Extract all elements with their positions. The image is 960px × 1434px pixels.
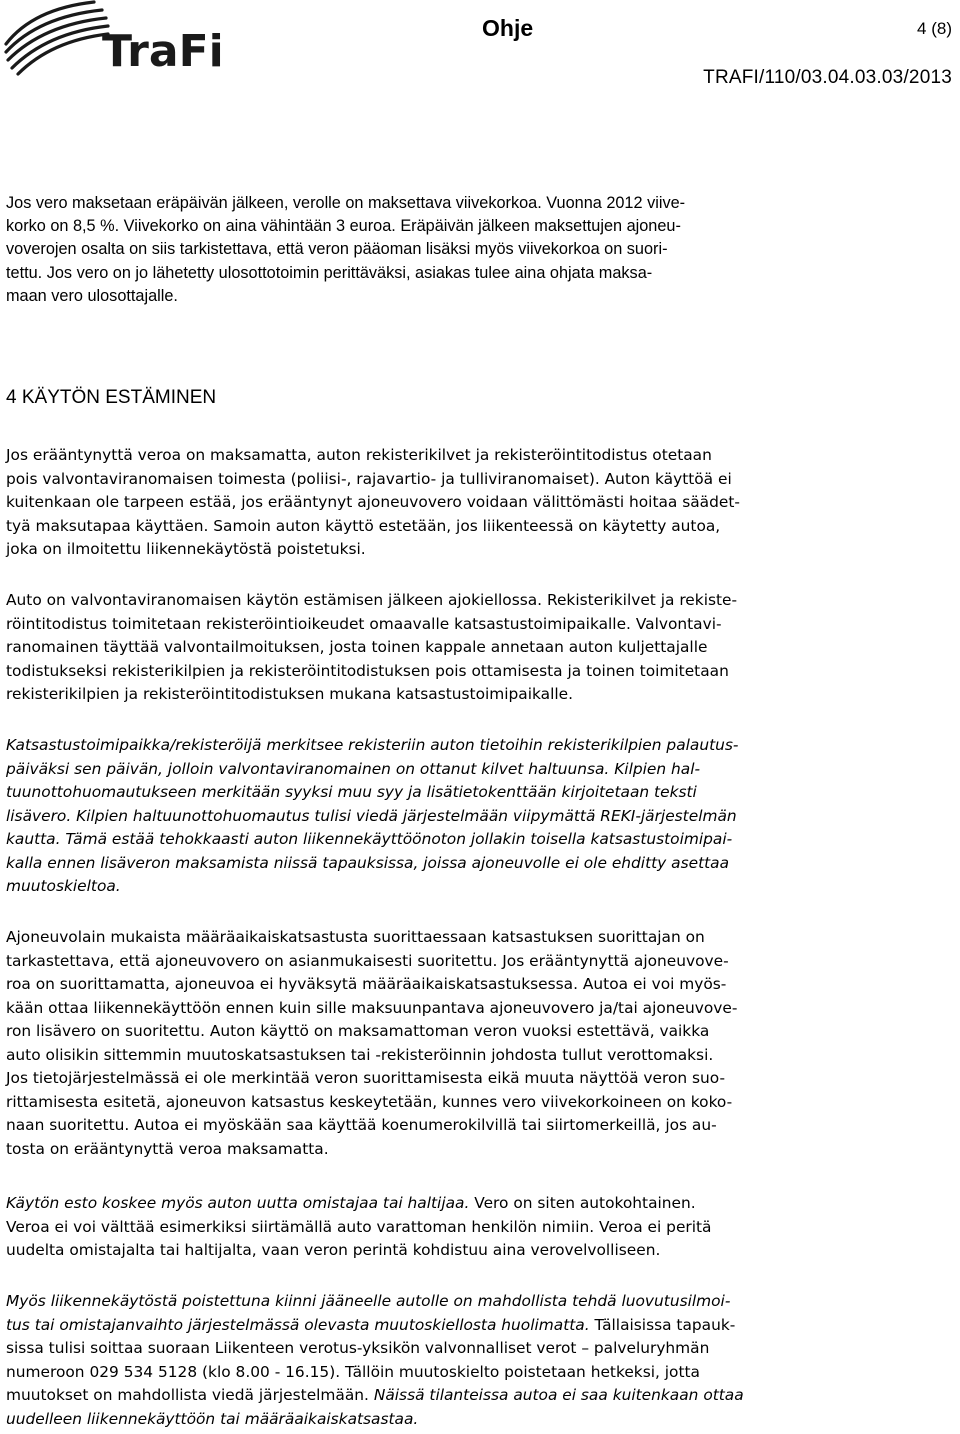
- text-line: roa on suorittamatta, ajoneuvoa ei hyväksytä määräaikaiskatsastuksessa. Autoa ei voi myös-: [6, 975, 727, 993]
- text-line: [6, 1314, 956, 1338]
- text-line: Jos erääntynyttä veroa on maksamatta, auton rekisterikilvet ja rekisteröintitodistus otetaan: [6, 446, 712, 464]
- text-line: numeroon 029 534 5128 (klo 8.00 - 16.15). Tällöin muutoskielto poistetaan hetkeksi, jotta: [6, 1362, 700, 1381]
- text-line: sissa tulisi soittaa suoraan Liikenteen verotus-yksikön valvonnalliset verot – palveluryhmän: [6, 1339, 710, 1357]
- text-line: maan vero ulosottajalle.: [6, 286, 178, 305]
- text-line: uudelta omistajalta tai haltijalta, vaan veron perintä kohdistuu aina verovelvolliseen.: [6, 1241, 661, 1259]
- text-line: muutoskieltoa.: [6, 877, 121, 895]
- text-line: ranomainen täyttää valvontailmoituksen, josta toinen kappale annetaan auton kuljettajalle: [6, 638, 708, 656]
- text-line: tyä maksutapaa käyttäen. Samoin auton käyttö estetään, jos liikenteessä on käytetty autoa,: [6, 516, 721, 535]
- text-line: tosta on erääntynyttä veroa maksamatta.: [6, 1139, 329, 1158]
- paragraph-4: [6, 926, 956, 1161]
- section-heading: 4 KÄYTÖN ESTÄMINEN: [6, 387, 217, 408]
- italic-text: Näissä tilanteissa autoa ei saa kuitenkaan ottaa: [373, 1386, 744, 1404]
- text-line: voverojen osalta on siis tarkistettava, että veron pääoman lisäksi myös viivekorkoa on suori-: [6, 240, 668, 259]
- text-line: lisävero. Kilpien haltuunottohuomautus tulisi viedä järjestelmään viipymättä REKI-järjestelmän: [6, 806, 737, 825]
- text-line: Ajoneuvolain mukaista määräaikaiskatsastusta suorittaessaan katsastuksen suorittajan on: [6, 928, 705, 946]
- text-line: korko on 8,5 %. Viivekorko on aina vähintään 3 euroa. Eräpäivän jälkeen maksettujen ajoneu-: [6, 217, 681, 236]
- italic-text: uudelleen liikennekäyttöön tai määräaikaiskatsastaa.: [6, 1409, 419, 1428]
- text-line: kuitenkaan ole tarpeen estää, jos erääntynyt ajoneuvovero voidaan välittömästi hoitaa säädet-: [6, 493, 740, 511]
- text-line: kalla ennen lisäveron maksamista niissä tapauksissa, joissa ajoneuvolle ei ole ehditty asettaa: [6, 853, 730, 872]
- paragraph-3: [6, 734, 956, 899]
- text-line: [6, 1408, 956, 1432]
- text-line: Jos vero maksetaan eräpäivän jälkeen, verolle on maksettava viivekorkoa. Vuonna 2012 viive-: [6, 194, 686, 212]
- paragraph-2: [6, 589, 956, 707]
- trafi-logo: [2, 0, 228, 78]
- text-line: rekisterikilpien ja rekisteröintitodistuksen mukana katsastustoimipaikalle.: [6, 685, 574, 703]
- regular-text: Vero on siten autokohtainen.: [469, 1194, 696, 1212]
- text-line: todistukseksi rekisterikilpien ja rekisteröintitodistuksen pois ottamisesta ja toinen toimitetaan: [6, 661, 729, 680]
- text-line: naan suoritettu. Autoa ei myöskään saa käyttää koenumerokilvillä tai siirtomerkeillä, jos au-: [6, 1116, 717, 1134]
- italic-text: Käytön esto koskee myös auton uutta omistajaa tai haltijaa.: [6, 1194, 470, 1212]
- paragraph-5: [6, 1192, 956, 1263]
- text-line: ron lisävero on suoritettu. Auton käyttö on maksamattoman veron vuoksi estettävä, vaikka: [6, 1022, 710, 1040]
- paragraph-6: [6, 1290, 956, 1431]
- text-line: tarkastettava, että ajoneuvovero on asianmukaisesti suoritettu. Jos erääntynyttä ajoneuvove-: [6, 951, 729, 970]
- intro-paragraph: [6, 192, 956, 308]
- text-line: röintitodistus toimitetaan rekisteröintioikeudet omaavalle katsastustoimipaikalle. Valvontavi-: [6, 614, 722, 633]
- text-line: joka on ilmoitettu liikennekäytöstä poistetuksi.: [6, 540, 366, 558]
- text-line: tuunottohuomautukseen merkitään syyksi muu syy ja lisätietokenttään kirjoitetaan teksti: [6, 783, 697, 801]
- regular-text: muutokset on mahdollista viedä järjestelmään.: [6, 1386, 374, 1404]
- text-line: pois valvontaviranomaisen toimesta (poliisi-, rajavartio- ja tulliviranomaiset). Auton käyttöä ei: [6, 469, 732, 488]
- text-line: Auto on valvontaviranomaisen käytön estämisen jälkeen ajokiellossa. Rekisterikilvet ja rekiste-: [6, 591, 738, 609]
- text-line: kään ottaa liikennekäyttöön ennen kuin sille maksuunpantava ajoneuvovero ja/tai ajoneuvove-: [6, 998, 738, 1017]
- italic-text: Myös liikennekäytöstä poistettuna kiinni jääneelle autolle on mahdollista tehdä luovutusilmoi-: [6, 1292, 731, 1310]
- text-line: päiväksi sen päivän, jolloin valvontaviranomainen on ottanut kilvet haltuunsa. Kilpien hal-: [6, 759, 701, 778]
- text-line: kautta. Tämä estää tehokkaasti auton liikennekäyttöönoton jollakin toisella katsastustoimipai-: [6, 830, 733, 848]
- document-id: TRAFI/110/03.04.03.03/2013: [703, 67, 952, 88]
- regular-text: Tällaisissa tapauk-: [589, 1315, 736, 1334]
- document-type: Ohje: [482, 15, 534, 41]
- text-line: [6, 1192, 956, 1216]
- text-line: tettu. Jos vero on jo lähetetty ulosottotoimin perittäväksi, asiakas tulee aina ohjata maksa-: [6, 263, 653, 282]
- text-line: Jos tietojärjestelmässä ei ole merkintää veron suorittamisesta eikä muuta näyttöä veron suo-: [6, 1069, 726, 1087]
- page-number: 4 (8): [917, 19, 952, 38]
- text-line: Veroa ei voi välttää esimerkiksi siirtämällä auto varattoman henkilön nimiin. Veroa ei peritä: [6, 1217, 712, 1236]
- text-line: [6, 1290, 956, 1314]
- text-line: rittamisesta esitetä, ajoneuvon katsastus keskeytetään, kunnes vero viivekorkoineen on koko-: [6, 1092, 733, 1111]
- text-line: auto olisikin sittemmin muutoskatsastuksen tai -rekisteröinnin johdosta tullut verottomaksi.: [6, 1045, 714, 1064]
- italic-text: tus tai omistajanvaihto järjestelmässä olevasta muutoskiellosta huolimatta.: [6, 1315, 590, 1334]
- paragraph-1: [6, 444, 956, 562]
- text-line: Katsastustoimipaikka/rekisteröijä merkitsee rekisteriin auton tietoihin rekisterikilpien palautus-: [6, 736, 739, 754]
- text-line: [6, 1384, 956, 1408]
- logo-wordmark: TraFi: [102, 26, 224, 77]
